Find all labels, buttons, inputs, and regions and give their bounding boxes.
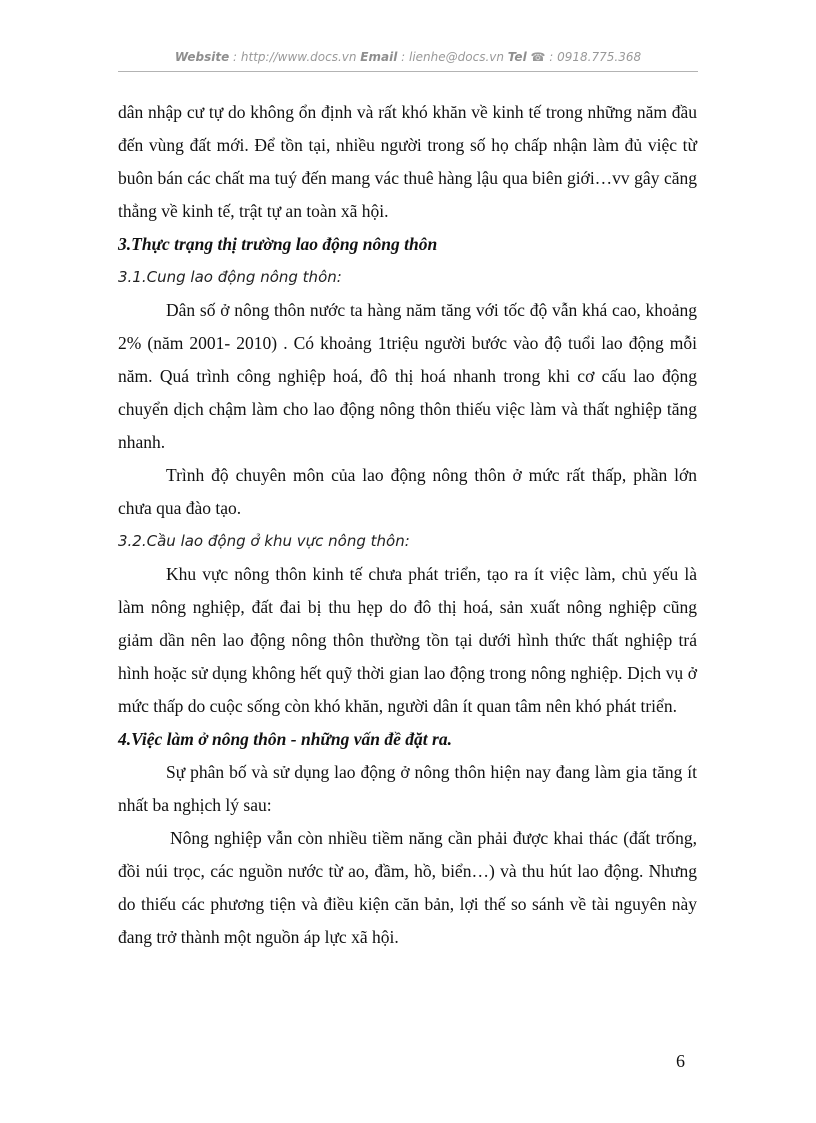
page-header <box>118 50 698 64</box>
website-label: Website <box>174 50 230 64</box>
paragraph-1: dân nhập cư tự do không ổn định và rất khó khăn về kinh tế trong những năm đầu đến vùng đất mới. Để tồn tại, nhiều người trong số họ chấp nhận làm đủ việc từ buôn bán các chất ma tuý đến mang vác thuê hàng lậu qua biên giới…vv gây căng thẳng về kinh tế, trật tự an toàn xã hội. <box>118 102 697 221</box>
heading-section-3: 3.Thực trạng thị trường lao động nông thôn <box>118 234 438 254</box>
email-value: : lienhe@docs.vn <box>397 50 508 64</box>
heading-section-4: 4.Việc làm ở nông thôn - những vấn đề đặt ra. <box>118 729 452 749</box>
paragraph-3: Trình độ chuyên môn của lao động nông thôn ở mức rất thấp, phần lớn chưa qua đào tạo. <box>118 465 697 518</box>
paragraph-2: Dân số ở nông thôn nước ta hàng năm tăng với tốc độ vẫn khá cao, khoảng 2% (năm 2001- 2010) . Có khoảng 1triệu người bước vào độ tuổi lao động mỗi năm. Quá trình công nghiệp hoá, đô thị hoá nhanh trong khi cơ cấu lao động chuyển dịch chậm làm cho lao động nông thôn thiếu việc làm và thất nghiệp tăng nhanh. <box>118 300 697 452</box>
header-divider <box>118 71 698 72</box>
page-number: 6 <box>676 1051 685 1071</box>
tel-value: ☎ : 0918.775.368 <box>526 50 642 64</box>
website-value: : http://www.docs.vn <box>229 50 361 64</box>
heading-section-3-1: 3.1.Cung lao động nông thôn: <box>118 268 342 286</box>
paragraph-4: Khu vực nông thôn kinh tế chưa phát triển, tạo ra ít việc làm, chủ yếu là làm nông nghiệp, đất đai bị thu hẹp do đô thị hoá, sản xuất nông nghiệp cũng giảm dần nên lao động nông thôn thường tồn tại dưới hình thức thất nghiệp trá hình hoặc sử dụng không hết quỹ thời gian lao động trong nông nghiệp. Dịch vụ ở mức thấp do cuộc sống còn khó khăn, người dân ít quan tâm nên khó phát triển. <box>118 564 697 716</box>
heading-section-3-2: 3.2.Cầu lao động ở khu vực nông thôn: <box>118 532 410 550</box>
email-label: Email <box>360 50 398 64</box>
paragraph-5: Sự phân bố và sử dụng lao động ở nông thôn hiện nay đang làm gia tăng ít nhất ba nghịch lý sau: <box>118 762 697 815</box>
document-body <box>118 96 697 954</box>
paragraph-6: Nông nghiệp vẫn còn nhiều tiềm năng cần phải được khai thác (đất trống, đồi núi trọc, các nguồn nước từ ao, đầm, hồ, biển…) và thu hút lao động. Nhưng do thiếu các phương tiện và điều kiện căn bản, lợi thế so sánh về tài nguyên này đang trở thành một nguồn áp lực xã hội. <box>118 828 697 947</box>
tel-label: Tel <box>507 50 527 64</box>
